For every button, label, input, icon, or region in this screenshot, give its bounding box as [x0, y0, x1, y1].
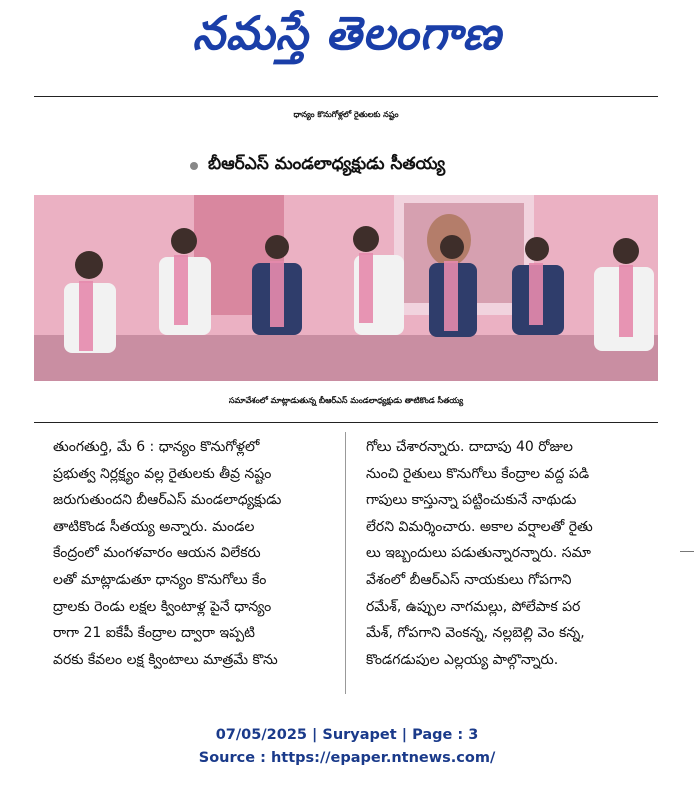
- body-line: గోలు చేశారన్నారు. దాదాపు 40 రోజుల: [366, 439, 573, 455]
- bullet-icon: [190, 162, 198, 170]
- body-line: కేంద్రంలో మంగళవారం ఆయన విలేకరు: [53, 545, 261, 562]
- body-line: వేశంలో బీఆర్ఎస్ నాయకులు గోపగాని: [366, 571, 572, 588]
- body-line: లేరని విమర్శించారు. అకాల వర్షాలతో రైతు: [366, 518, 593, 535]
- body-line: లతో మాట్లాడుతూ ధాన్యం కొనుగోలు కేం: [53, 571, 267, 588]
- article-headline: ధాన్యం కొనుగోళ్లలో రైతులకు నష్టం: [293, 110, 399, 119]
- edition-info: 07/05/2025 | Suryapet | Page : 3: [215, 727, 479, 743]
- article-subheadline: [190, 154, 445, 178]
- article-column-1: [53, 434, 329, 673]
- body-line: లు ఇబ్బందులు పడుతున్నారన్నారు. సమా: [366, 545, 591, 562]
- body-line: తుంగతుర్తి, మే 6 : ధాన్యం కొనుగోళ్లలో: [53, 439, 260, 455]
- body-line: నుంచి రైతులు కొనుగోలు కేంద్రాల వద్ద పడి: [366, 465, 590, 482]
- column-divider: [345, 432, 346, 694]
- subheadline-text: బీఆర్ఎస్ మండలాధ్యక్షుడు సీతయ్య: [208, 154, 446, 174]
- article-photo: [34, 195, 658, 381]
- body-line: తాటికొండ సీతయ్య అన్నారు. మండల: [53, 518, 255, 535]
- masthead-title: నమస్తే తెలంగాణ: [192, 6, 502, 60]
- body-line: ప్రభుత్వ నిర్లక్ష్యం వల్ల రైతులకు తీవ్ర నష్టం: [53, 465, 272, 482]
- body-line: మేశ్, గోపగాని వెంకన్న, నల్లబెల్లి వెం కన్న,: [366, 625, 585, 642]
- body-line: రమేశ్, ఉప్పుల నాగమల్లు, పోలేపాక పర: [366, 598, 581, 615]
- body-line: ద్రాలకు రెండు లక్షల క్వింటాళ్ల పైనే ధాన్యం: [53, 598, 272, 615]
- body-line: రాగా 21 ఐకేపీ కేంద్రాల ద్వారా ఇప్పటి: [53, 625, 255, 642]
- body-line: వరకు కేవలం లక్ష క్వింటాలు మాత్రమే కొను: [53, 651, 278, 668]
- caption-bottom-rule: [34, 422, 658, 423]
- body-line: జరుగుతుందని బీఆర్ఎస్ మండలాధ్యక్షుడు: [53, 492, 282, 509]
- photo-caption: సమావేశంలో మాట్లాడుతున్న బీఆర్ఎస్ మండలాధ్యక్షుడు తాటికొండ సీతయ్య: [228, 395, 464, 405]
- article-column-2: [366, 434, 632, 673]
- source-info: Source : https://epaper.ntnews.com/: [198, 750, 496, 766]
- newspaper-masthead: [0, 4, 694, 74]
- margin-mark: [680, 551, 694, 552]
- headline-top-rule: [34, 96, 658, 97]
- body-line: కొండగడుపుల ఎల్లయ్య పాల్గొన్నారు.: [366, 651, 559, 668]
- body-line: గాపులు కాస్తున్నా పట్టించుకునే నాథుడు: [366, 492, 577, 509]
